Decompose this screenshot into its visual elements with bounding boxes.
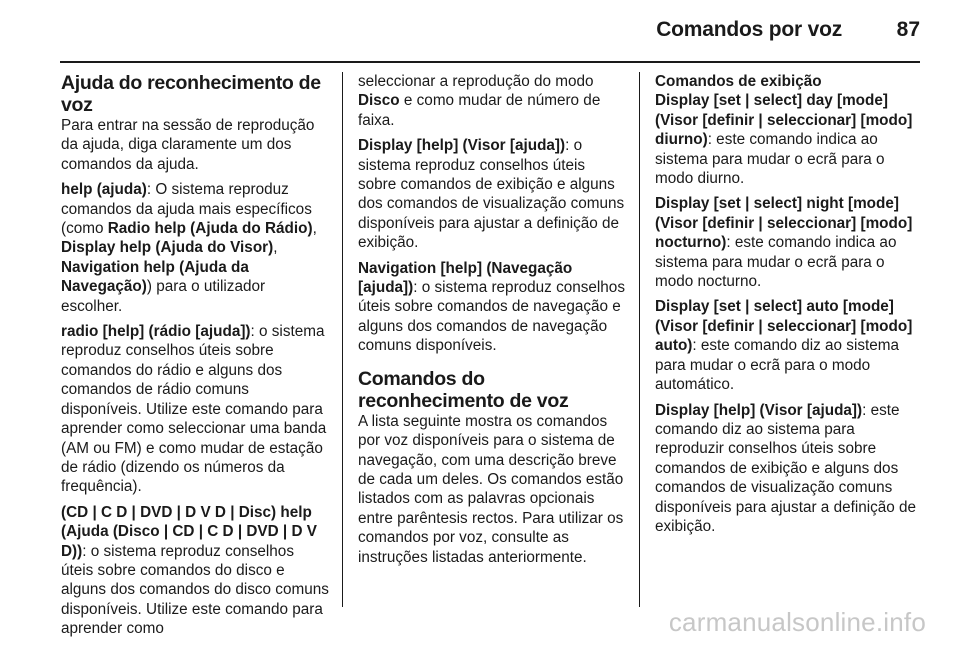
paragraph-navigation-help — [358, 259, 626, 356]
paragraph-display-help-2 — [655, 401, 923, 537]
paragraph-text: e como mudar de número de faixa. — [358, 92, 601, 129]
command-term: Navigation help (Ajuda da Navegação) — [61, 258, 249, 296]
paragraph-radio-help — [61, 322, 329, 497]
page-header — [0, 0, 960, 62]
paragraph-display-day — [655, 91, 923, 188]
section-heading-commands: Comandos do reconhecimento de voz — [358, 367, 569, 412]
paragraph-disc-help — [61, 503, 329, 639]
subheading-display-commands: Comandos de exibição — [655, 73, 822, 90]
column-3 — [655, 72, 923, 542]
paragraph-disc-continued — [358, 72, 626, 130]
paragraph-text: ) para o utilizador escolher. — [61, 278, 266, 315]
column-divider-2 — [639, 72, 640, 607]
command-term: Display [set | select] night [mode] (Visor [definir | seleccionar] [modo] nocturno) — [655, 195, 913, 252]
command-term: Radio help (Ajuda do Rádio) — [107, 220, 313, 238]
command-term: radio [help] (rádio [ajuda]) — [61, 323, 251, 341]
command-term: Display [help] (Visor [ajuda]) — [655, 401, 863, 419]
command-term: Display help (Ajuda do Visor) — [61, 239, 274, 257]
page-number: 87 — [896, 18, 920, 41]
section-heading-help: Ajuda do reconhecimento de voz — [61, 72, 321, 116]
command-term: Disco — [358, 92, 400, 110]
paragraph-help — [61, 180, 329, 316]
command-term: Display [set | select] auto [mode] (Visor [definir | seleccionar] [modo] auto) — [655, 298, 913, 355]
paragraph-text: seleccionar a reprodução do modo — [358, 73, 594, 90]
command-term: help (ajuda) — [61, 181, 147, 199]
paragraph-text: : este comando diz ao sistema para reproduzir conselhos úteis sobre comandos de exibição e alguns dos comandos de visualização comuns disponíveis para ajustar a definição de exibição. — [655, 401, 917, 535]
watermark: carmanualsonline.info — [668, 607, 926, 637]
paragraph-text: : este comando indica ao sistema para mudar o ecrã para o modo diurno. — [655, 131, 885, 188]
paragraph-display-auto — [655, 297, 923, 394]
paragraph-text: : o sistema reproduz conselhos úteis sobre comandos de exibição e alguns dos comandos de visualização comuns disponíveis para ajustar a definição de exibição. — [358, 137, 625, 252]
header-divider — [60, 61, 920, 63]
paragraph-text: : o sistema reproduz conselhos úteis sobre comandos do disco e alguns dos comandos do disco comuns disponíveis. Utilize este comando para aprender como — [61, 542, 329, 638]
paragraph-text: : o sistema reproduz conselhos úteis sobre comandos do rádio e alguns dos comandos de rádio comuns disponíveis. Utilize este comando para aprender como seleccionar uma banda (AM ou FM) e como mudar de estação de rádio (dizendo os números da frequência). — [61, 323, 327, 496]
command-term: Navigation [help] (Navegação [ajuda]) — [358, 259, 573, 297]
paragraph-text: : O sistema reproduz comandos da ajuda mais específicos (como — [61, 181, 312, 238]
command-term: (CD | C D | DVD | D V D | Disc) help (Ajuda (Disco | CD | C D | DVD | D V D)) — [61, 503, 317, 560]
paragraph-text: , — [312, 220, 317, 238]
command-term: Display [help] (Visor [ajuda]) — [358, 137, 566, 155]
paragraph-text: , — [273, 239, 278, 257]
paragraph-commands-list: A lista seguinte mostra os comandos por voz disponíveis para o sistema de navegação, com uma descrição breve de cada um deles. Os comandos estão listados com as palavras opcionais entre parêntesis rectos. Para utilizar os comandos por voz, consulte as instruções listadas anteriormente. — [358, 412, 624, 566]
column-divider-1 — [342, 72, 343, 607]
paragraph-intro: Para entrar na sessão de reprodução da ajuda, diga claramente um dos comandos da ajuda. — [61, 117, 315, 173]
paragraph-display-help — [358, 136, 626, 252]
page-title: Comandos por voz — [656, 18, 842, 41]
paragraph-text: : este comando diz ao sistema para mudar o ecrã para o modo automático. — [655, 337, 900, 394]
paragraph-display-night — [655, 194, 923, 291]
column-1 — [61, 72, 329, 645]
command-term: Display [set | select] day [mode] (Visor [definir | seleccionar] [modo] diurno) — [655, 92, 913, 149]
column-2 — [358, 72, 626, 573]
paragraph-text: : o sistema reproduz conselhos úteis sobre comandos de navegação e alguns dos comandos de navegação comuns disponíveis. — [358, 279, 625, 355]
paragraph-text: : este comando indica ao sistema para mudar o ecrã para o modo nocturno. — [655, 234, 897, 291]
